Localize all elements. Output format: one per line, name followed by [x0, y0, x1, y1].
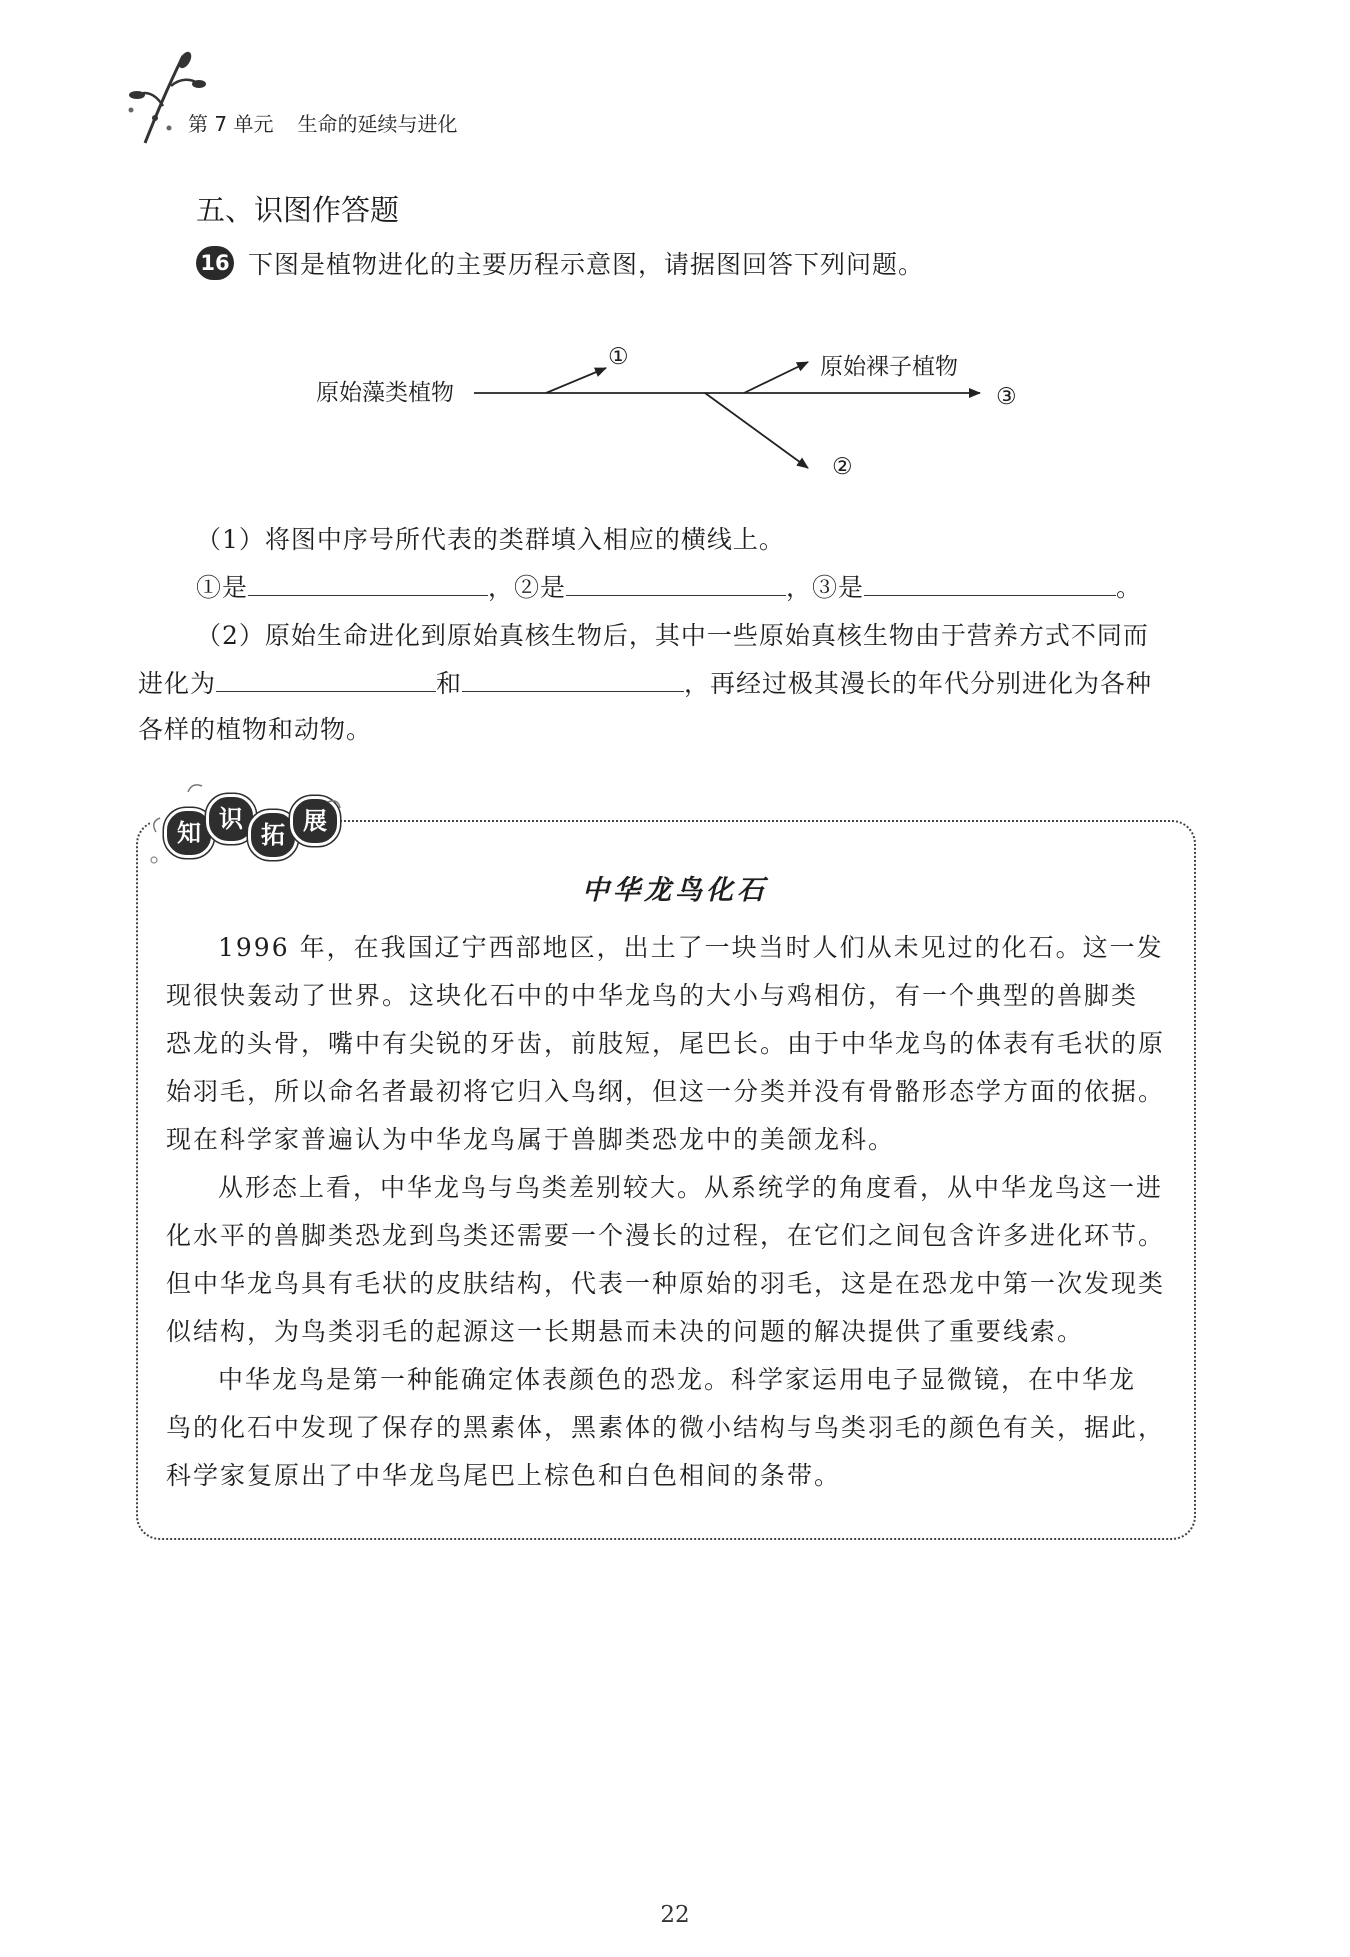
diagram-label-1: ① [608, 344, 629, 370]
knowledge-extension-badge [148, 772, 348, 872]
p1-line-5: 现在科学家普遍认为中华龙鸟属于兽脚类恐龙中的美颌龙科。 [166, 1125, 896, 1154]
badge-char-4: 展 [290, 796, 340, 846]
sub-question-1-prompt: （1）将图中序号所代表的类群填入相应的横线上。 [196, 525, 785, 554]
plant-evolution-diagram [0, 0, 1350, 500]
unit-title: 生命的延续与进化 [297, 112, 458, 136]
answer-end-punct: 。 [1116, 573, 1143, 602]
badge-char-3: 拓 [248, 810, 298, 860]
p1-line-1: 1996 年，在我国辽宁西部地区，出土了一块当时人们从未见过的化石。这一发 [218, 933, 1164, 962]
diagram-label-3: ③ [996, 384, 1017, 410]
p2-line-1: 从形态上看，中华龙鸟与鸟类差别较大。从系统学的角度看，从中华龙鸟这一进 [218, 1173, 1164, 1202]
sub2-blank-1[interactable] [216, 667, 436, 692]
answer-label-1: ①是 [196, 573, 249, 602]
arrow-branch-2 [705, 393, 808, 468]
answer-blank-3[interactable] [864, 571, 1116, 596]
knowledge-paragraph-3 [166, 1356, 1176, 1500]
p3-line-3: 科学家复原出了中华龙鸟尾巴上棕色和白色相间的条带。 [166, 1461, 842, 1490]
p1-line-4: 始羽毛，所以命名者最初将它归入鸟纲，但这一分类并没有骨骼形态学方面的依据。 [166, 1077, 1166, 1106]
sub2-prefix: 进化为 [138, 669, 217, 698]
arrow-branch-gymnosperm [744, 362, 808, 393]
answer-blank-2[interactable] [566, 571, 786, 596]
p1-line-2: 现很快轰动了世界。这块化石中的中华龙鸟的大小与鸡相仿，有一个典型的兽脚类 [166, 981, 1139, 1010]
question-text: 下图是植物进化的主要历程示意图，请据图回答下列问题。 [248, 250, 925, 279]
question-number-badge: 16 [196, 246, 234, 280]
answer-blank-1[interactable] [248, 571, 488, 596]
unit-number: 第 7 单元 [188, 112, 274, 136]
diagram-label-2: ② [832, 454, 853, 480]
badge-char-1: 知 [164, 808, 214, 858]
p3-line-1: 中华龙鸟是第一种能确定体表颜色的恐龙。科学家运用电子显微镜，在中华龙 [218, 1365, 1137, 1394]
p2-line-2: 化水平的兽脚类恐龙到鸟类还需要一个漫长的过程，在它们之间包含许多进化环节。 [166, 1221, 1166, 1250]
arrow-branch-1 [546, 368, 606, 393]
p2-line-3: 但中华龙鸟具有毛状的皮肤结构，代表一种原始的羽毛，这是在恐龙中第一次发现类 [166, 1269, 1166, 1298]
sub-question-2-line-2 [138, 664, 1152, 700]
answer-label-2: ，②是 [488, 573, 567, 602]
p2-line-4: 似结构，为鸟类羽毛的起源这一长期悬而未决的问题的解决提供了重要线索。 [166, 1317, 1085, 1346]
badge-swirl-icon [148, 772, 348, 872]
knowledge-paragraph-2 [166, 1164, 1176, 1356]
sub-question-1-answers [196, 568, 1142, 604]
diagram-root-label: 原始藻类植物 [316, 380, 454, 406]
knowledge-paragraph-1 [166, 924, 1176, 1164]
sub-question-2-line-1: （2）原始生命进化到原始真核生物后，其中一些原始真核生物由于营养方式不同而 [196, 621, 1149, 650]
p1-line-3: 恐龙的头骨，嘴中有尖锐的牙齿，前肢短，尾巴长。由于中华龙鸟的体表有毛状的原 [166, 1029, 1166, 1058]
page-number: 22 [660, 1902, 690, 1928]
sub2-blank-2[interactable] [462, 667, 684, 692]
answer-label-3: ，③是 [786, 573, 865, 602]
sub2-and: 和 [436, 669, 463, 698]
section-title: 五、识图作答题 [196, 193, 400, 227]
sub2-suffix: ，再经过极其漫长的年代分别进化为各种 [684, 669, 1153, 698]
sub-question-2-line-3: 各样的植物和动物。 [138, 715, 373, 744]
diagram-label-gymnosperm: 原始裸子植物 [820, 354, 958, 380]
p3-line-2: 鸟的化石中发现了保存的黑素体，黑素体的微小结构与鸟类羽毛的颜色有关，据此， [166, 1413, 1166, 1442]
knowledge-title: 中华龙鸟化石 [582, 875, 768, 906]
badge-char-2: 识 [206, 794, 256, 844]
